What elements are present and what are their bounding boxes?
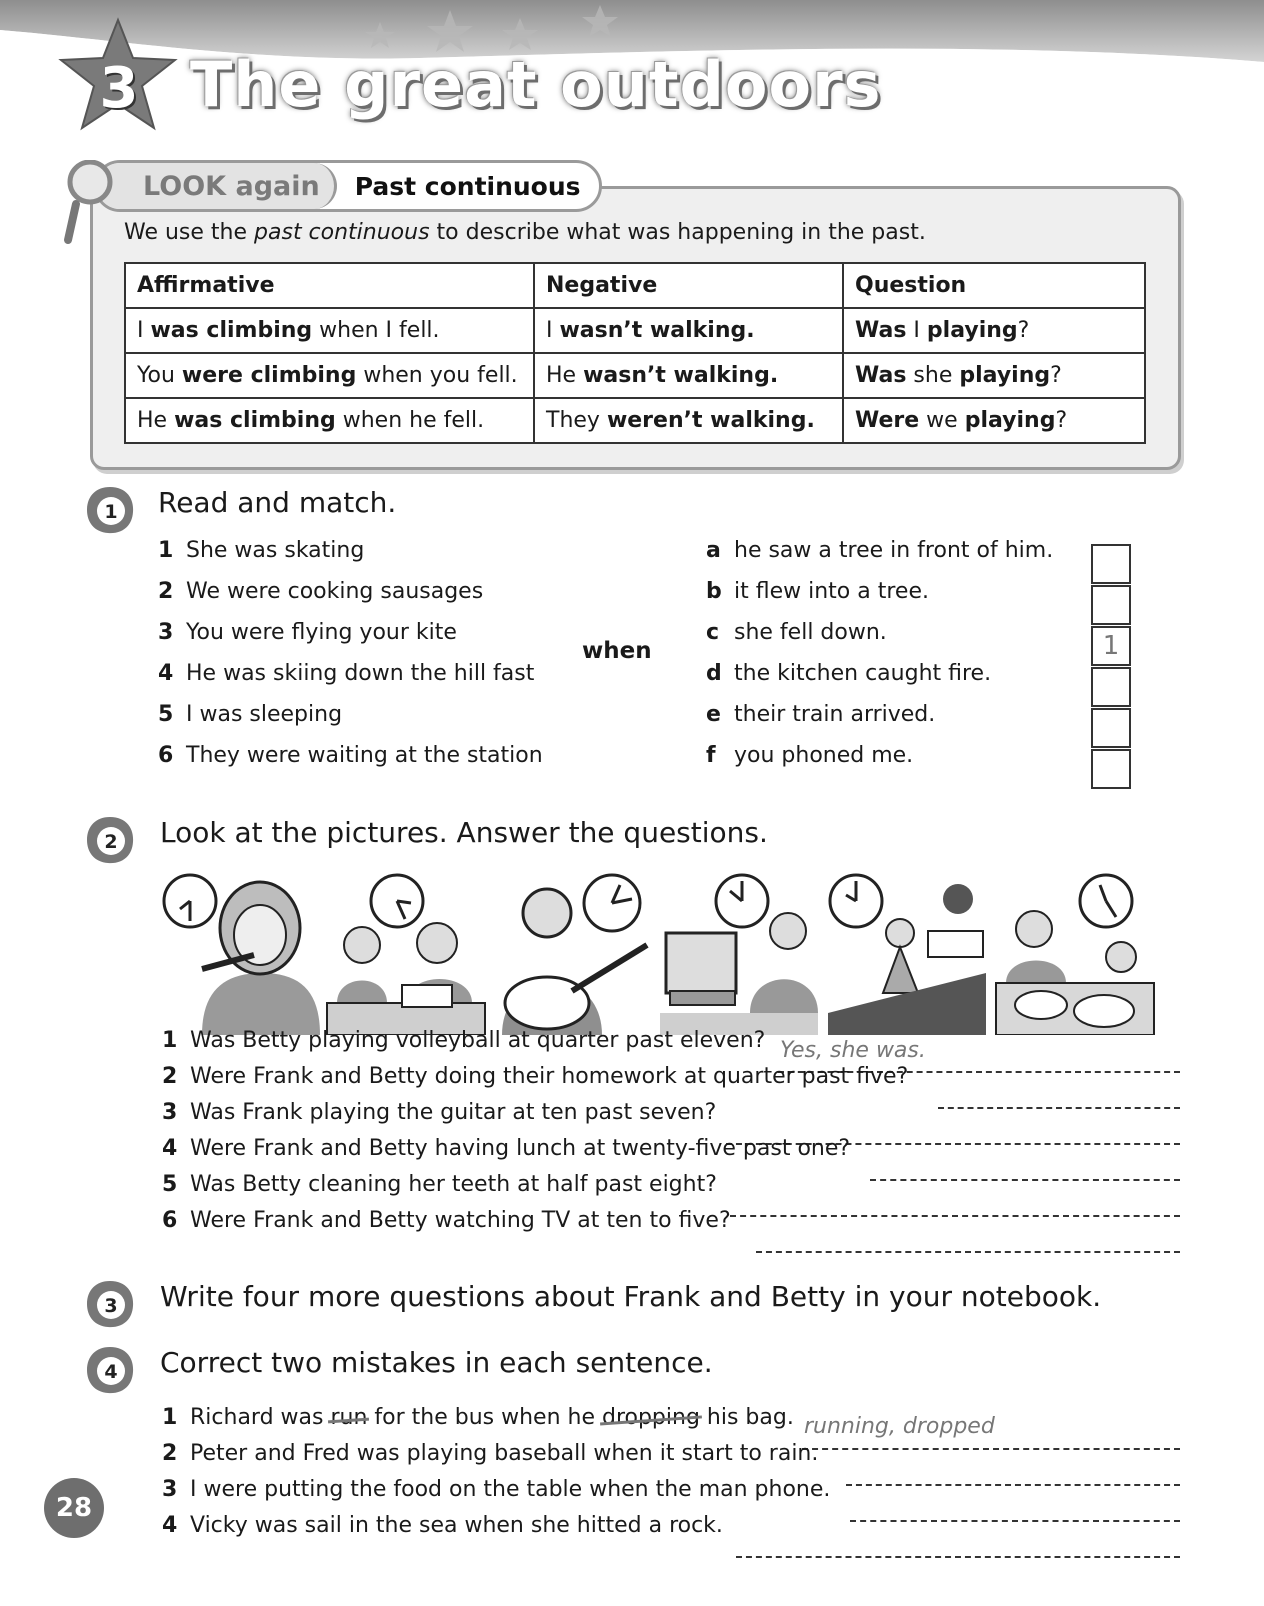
table-cell: They weren’t walking.: [534, 398, 843, 443]
look-again-tab: [94, 160, 602, 212]
crossed-out-word: dropping: [601, 1405, 700, 1430]
match-right-item: b it flew into a tree.: [706, 579, 929, 604]
picture-volleyball-illustration: [828, 873, 986, 1035]
table-cell: I wasn’t walking.: [534, 308, 843, 353]
table-cell: I was climbing when I fell.: [125, 308, 534, 353]
answer-box[interactable]: [1091, 708, 1131, 748]
grammar-topic: Past continuous: [354, 171, 581, 201]
exercise-number-badge-4: [84, 1344, 136, 1396]
picture-lunch-illustration: [996, 875, 1154, 1035]
unit-title: The great outdoors: [190, 48, 882, 121]
match-right-item: d the kitchen caught fire.: [706, 661, 992, 686]
picture-brushing-teeth-illustration: [162, 873, 320, 1035]
page-number: 28: [44, 1478, 104, 1538]
magnifier-icon: [62, 160, 122, 250]
match-right-item: a he saw a tree in front of him.: [706, 538, 1054, 563]
answer-line[interactable]: [846, 1484, 1180, 1486]
exercise-2-title: Look at the pictures. Answer the questions.: [160, 816, 768, 849]
table-row: [125, 308, 1145, 353]
column-header: Question: [843, 263, 1145, 308]
picture-homework-illustration: [327, 875, 485, 1035]
grammar-intro: We use the past continuous to describe what was happening in the past.: [124, 220, 926, 245]
answer-line[interactable]: [870, 1179, 1180, 1181]
question-item: 2 Were Frank and Betty doing their homework at quarter past five?: [162, 1064, 909, 1089]
match-left-item: 6 They were waiting at the station: [158, 743, 543, 768]
answer-line[interactable]: [938, 1107, 1180, 1109]
crossed-out-word: run: [330, 1405, 368, 1430]
answer-line[interactable]: [756, 1251, 1180, 1253]
exercise-4-title: Correct two mistakes in each sentence.: [160, 1346, 713, 1379]
match-left-item: 2 We were cooking sausages: [158, 579, 484, 604]
connector-when: when: [582, 638, 652, 664]
answer-line[interactable]: [802, 1448, 1180, 1450]
illustrations-strip: [162, 873, 1182, 1035]
look-again-label: LOOK again: [97, 163, 337, 209]
table-row: [125, 353, 1145, 398]
question-item: 1 Was Betty playing volleyball at quarter past eleven?: [162, 1028, 766, 1053]
picture-watching-tv-illustration: [660, 875, 818, 1035]
exercise-number: 4: [104, 1361, 118, 1383]
exercise-number: 2: [104, 831, 118, 853]
sentence-item: 4 Vicky was sail in the sea when she hitted a rock.: [162, 1513, 723, 1538]
sentence-item: 2 Peter and Fred was playing baseball when it start to rain.: [162, 1441, 819, 1466]
exercise-number: 3: [104, 1295, 118, 1317]
table-header-row: [125, 263, 1145, 308]
grammar-table: [124, 262, 1146, 444]
answer-box[interactable]: [1091, 667, 1131, 707]
table-cell: Were we playing?: [843, 398, 1145, 443]
table-cell: He wasn’t walking.: [534, 353, 843, 398]
exercise-number-badge-3: [84, 1278, 136, 1330]
exercise-1-title: Read and match.: [158, 486, 397, 519]
match-left-item: 5 I was sleeping: [158, 702, 343, 727]
match-left-item: 4 He was skiing down the hill fast: [158, 661, 535, 686]
sample-answer: Yes, she was.: [780, 1038, 926, 1063]
exercise-number-badge-2: [84, 814, 136, 866]
answer-line[interactable]: [736, 1556, 1180, 1558]
exercise-number-badge-1: [84, 484, 136, 536]
answer-box[interactable]: [1091, 749, 1131, 789]
answer-line[interactable]: [730, 1215, 1180, 1217]
sentence-item: 3 I were putting the food on the table when the man phone.: [162, 1477, 831, 1502]
table-row: [125, 398, 1145, 443]
answer-box[interactable]: [1091, 585, 1131, 625]
match-right-item: c she fell down.: [706, 620, 887, 645]
question-item: 4 Were Frank and Betty having lunch at twenty-five past one?: [162, 1136, 851, 1161]
volleyball-icon: [943, 884, 973, 914]
question-item: 6 Were Frank and Betty watching TV at ten to five?: [162, 1208, 731, 1233]
column-header: Affirmative: [125, 263, 534, 308]
question-item: 3 Was Frank playing the guitar at ten past seven?: [162, 1100, 717, 1125]
question-item: 5 Was Betty cleaning her teeth at half past eight?: [162, 1172, 717, 1197]
table-cell: He was climbing when he fell.: [125, 398, 534, 443]
exercise-number: 1: [104, 501, 118, 523]
sample-answer: running, dropped: [804, 1414, 995, 1439]
match-right-item: f you phoned me.: [706, 743, 914, 768]
exercise-3-title: Write four more questions about Frank and Betty in your notebook.: [160, 1280, 1102, 1313]
table-cell: Was she playing?: [843, 353, 1145, 398]
column-header: Negative: [534, 263, 843, 308]
table-cell: Was I playing?: [843, 308, 1145, 353]
answer-box[interactable]: [1091, 544, 1131, 584]
match-left-item: 1 She was skating: [158, 538, 365, 563]
picture-guitar-illustration: [502, 875, 647, 1035]
match-right-item: e their train arrived.: [706, 702, 936, 727]
table-cell: You were climbing when you fell.: [125, 353, 534, 398]
match-left-item: 3 You were flying your kite: [158, 620, 457, 645]
answer-box[interactable]: 1: [1091, 626, 1131, 666]
sentence-item: 1 Richard was run for the bus when he dropping his bag.: [162, 1405, 794, 1430]
answer-line[interactable]: [850, 1520, 1180, 1522]
unit-number: 3: [99, 56, 139, 121]
